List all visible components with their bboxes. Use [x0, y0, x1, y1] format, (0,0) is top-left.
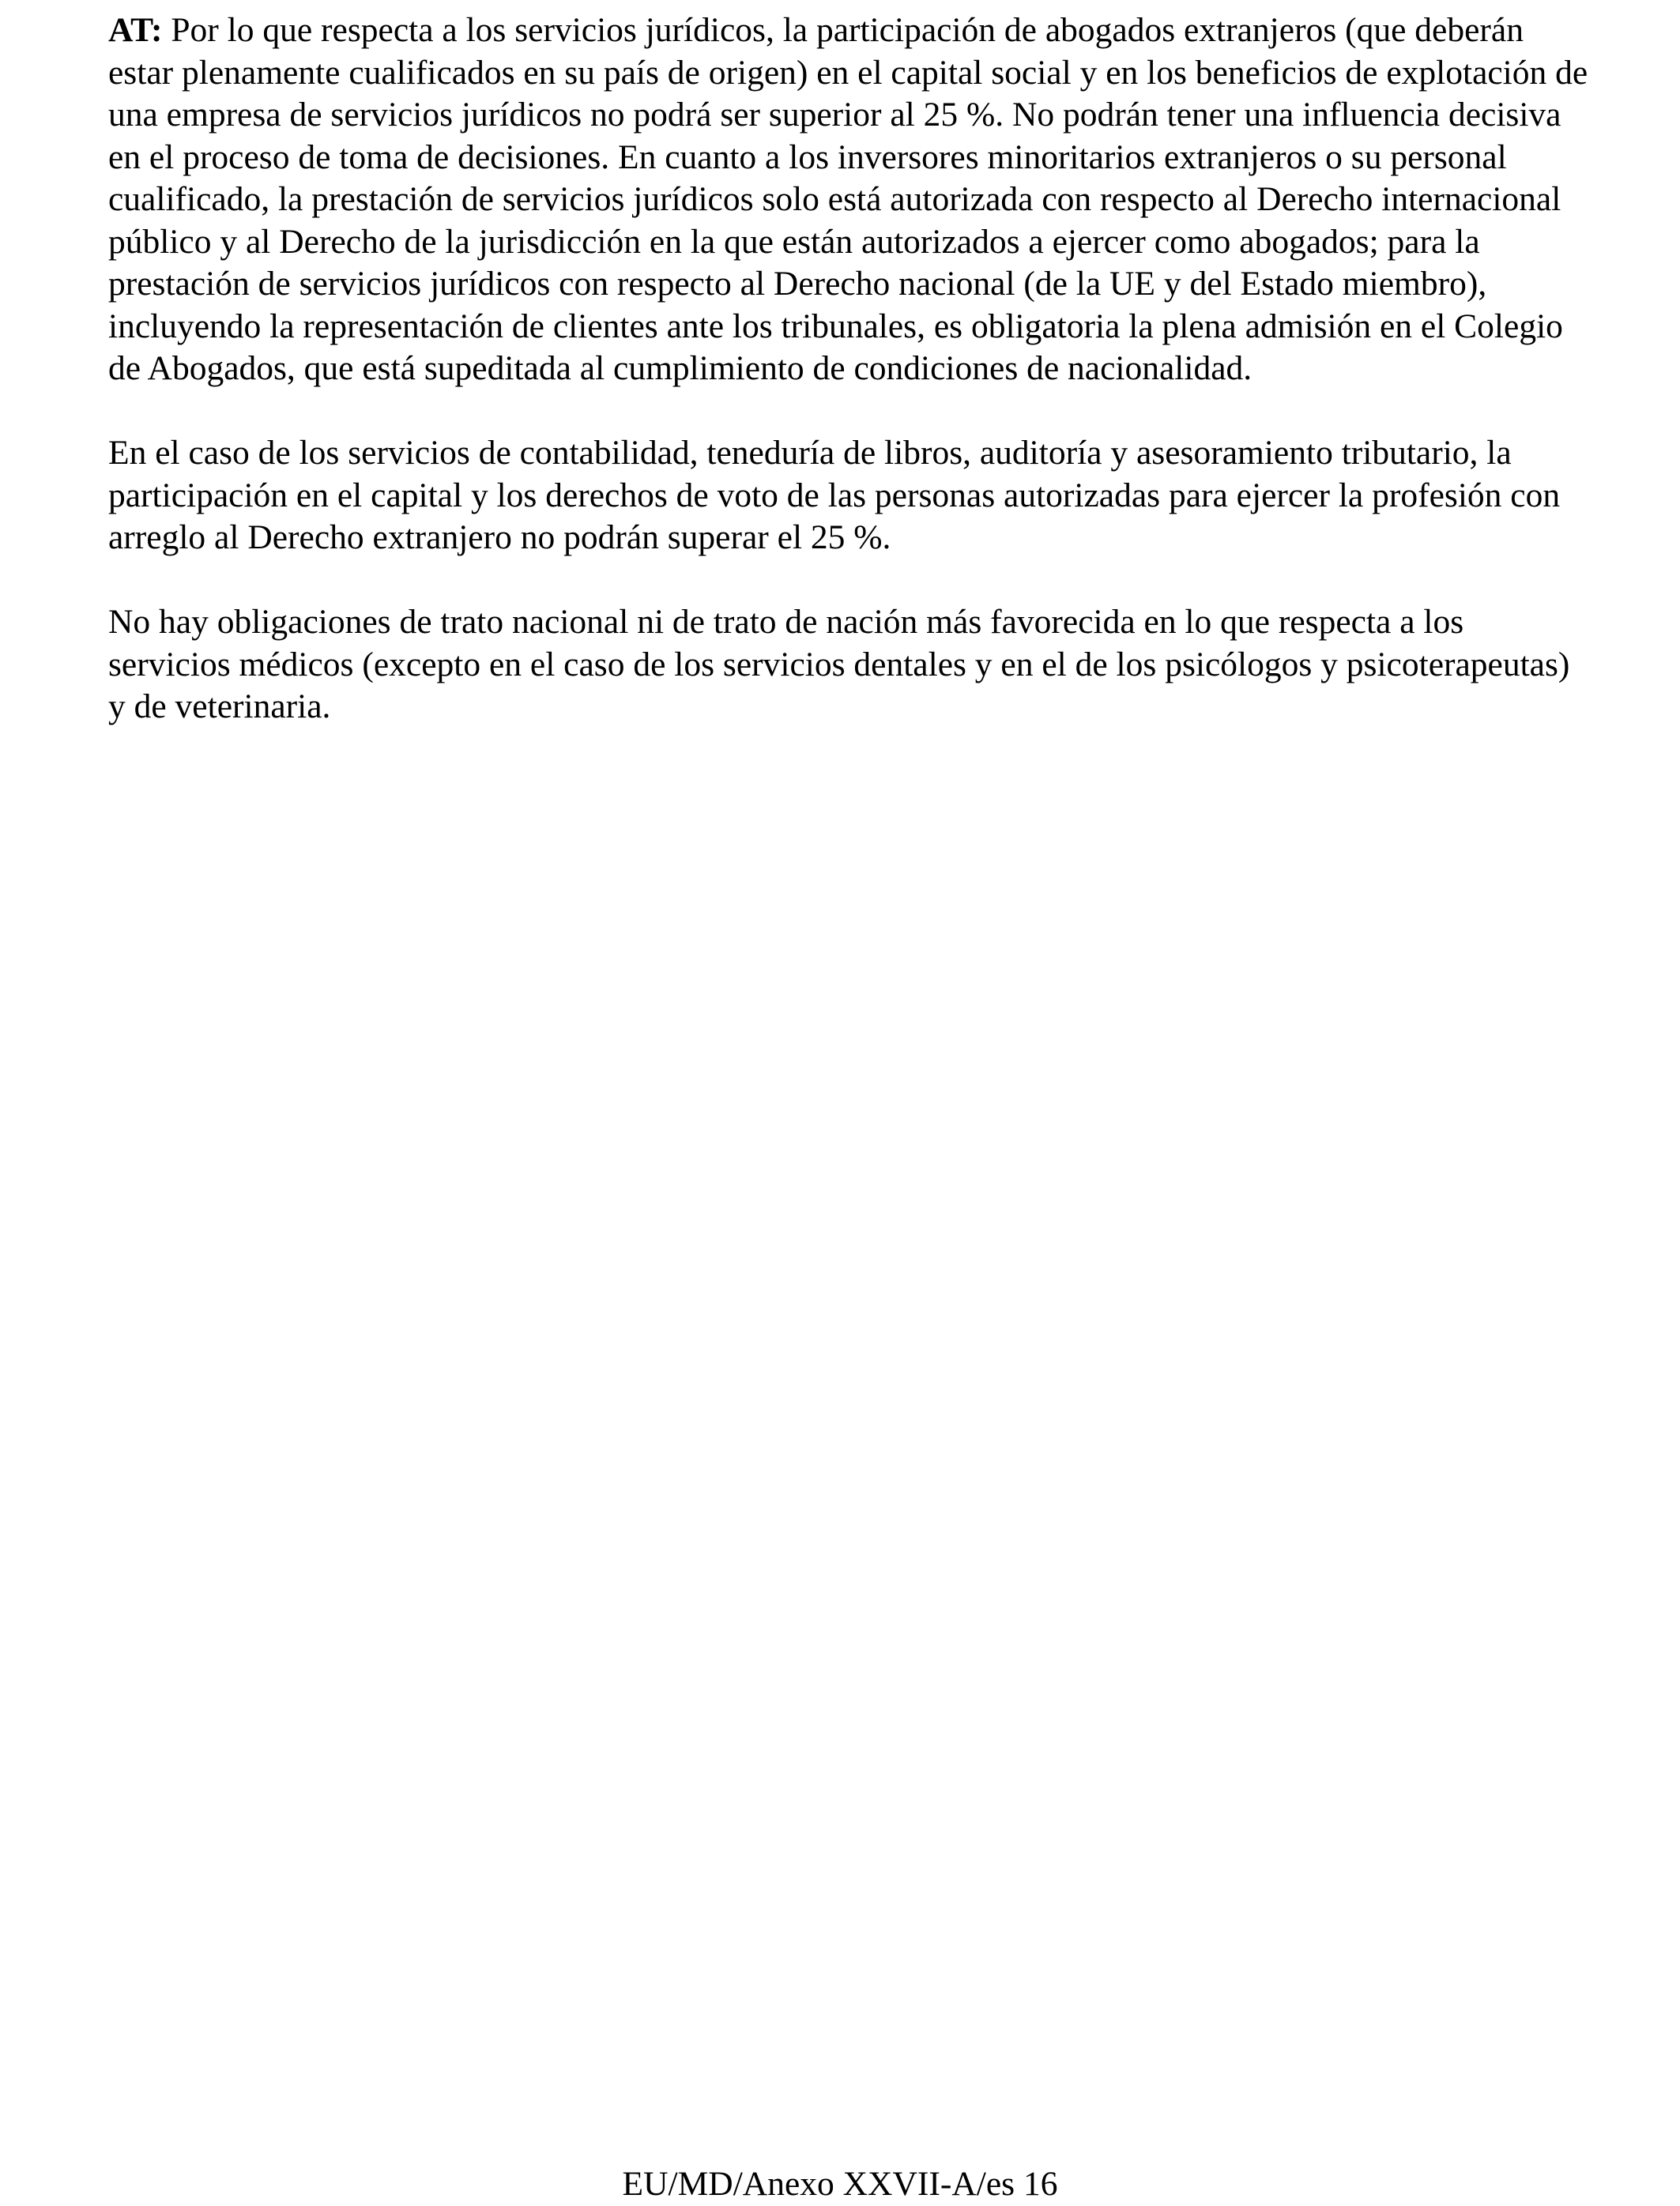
page-body [108, 9, 1594, 770]
paragraph-text: No hay obligaciones de trato nacional ni de trato de nación más favorecida en lo que respecta a los servicios médicos (excepto en el caso de los servicios dentales y en el de los psicólogos y psicoterapeutas) y de veterinaria. [108, 603, 1570, 725]
paragraph-medical-services [108, 601, 1594, 728]
paragraph-text: En el caso de los servicios de contabilidad, teneduría de libros, auditoría y asesoramiento tributario, la participación en el capital y los derechos de voto de las personas autorizadas para ejercer la profesión con arreglo al Derecho extranjero no podrán superar el 25 %. [108, 434, 1561, 556]
paragraph-accounting-services [108, 432, 1594, 559]
country-code-label: AT: [108, 11, 163, 49]
page-footer: EU/MD/Anexo XXVII-A/es 16 [622, 2165, 1058, 2203]
paragraph-text: Por lo que respecta a los servicios jurídicos, la participación de abogados extranjeros (que deberán estar plenamente cualificados en su país de origen) en el capital social y en los beneficios de explotación de una empresa de servicios jurídicos no podrá ser superior al 25 %. No podrán tener una influencia decisiva en el proceso de toma de decisiones. En cuanto a los inversores minoritarios extranjeros o su personal cualificado, la prestación de servicios jurídicos solo está autorizada con respecto al Derecho internacional público y al Derecho de la jurisdicción en la que están autorizados a ejercer como abogados; para la prestación de servicios jurídicos con respecto al Derecho nacional (de la UE y del Estado miembro), incluyendo la representación de clientes ante los tribunales, es obligatoria la plena admisión en el Colegio de Abogados, que está supeditada al cumplimiento de condiciones de nacionalidad. [108, 11, 1588, 387]
paragraph-legal-services [108, 9, 1594, 390]
